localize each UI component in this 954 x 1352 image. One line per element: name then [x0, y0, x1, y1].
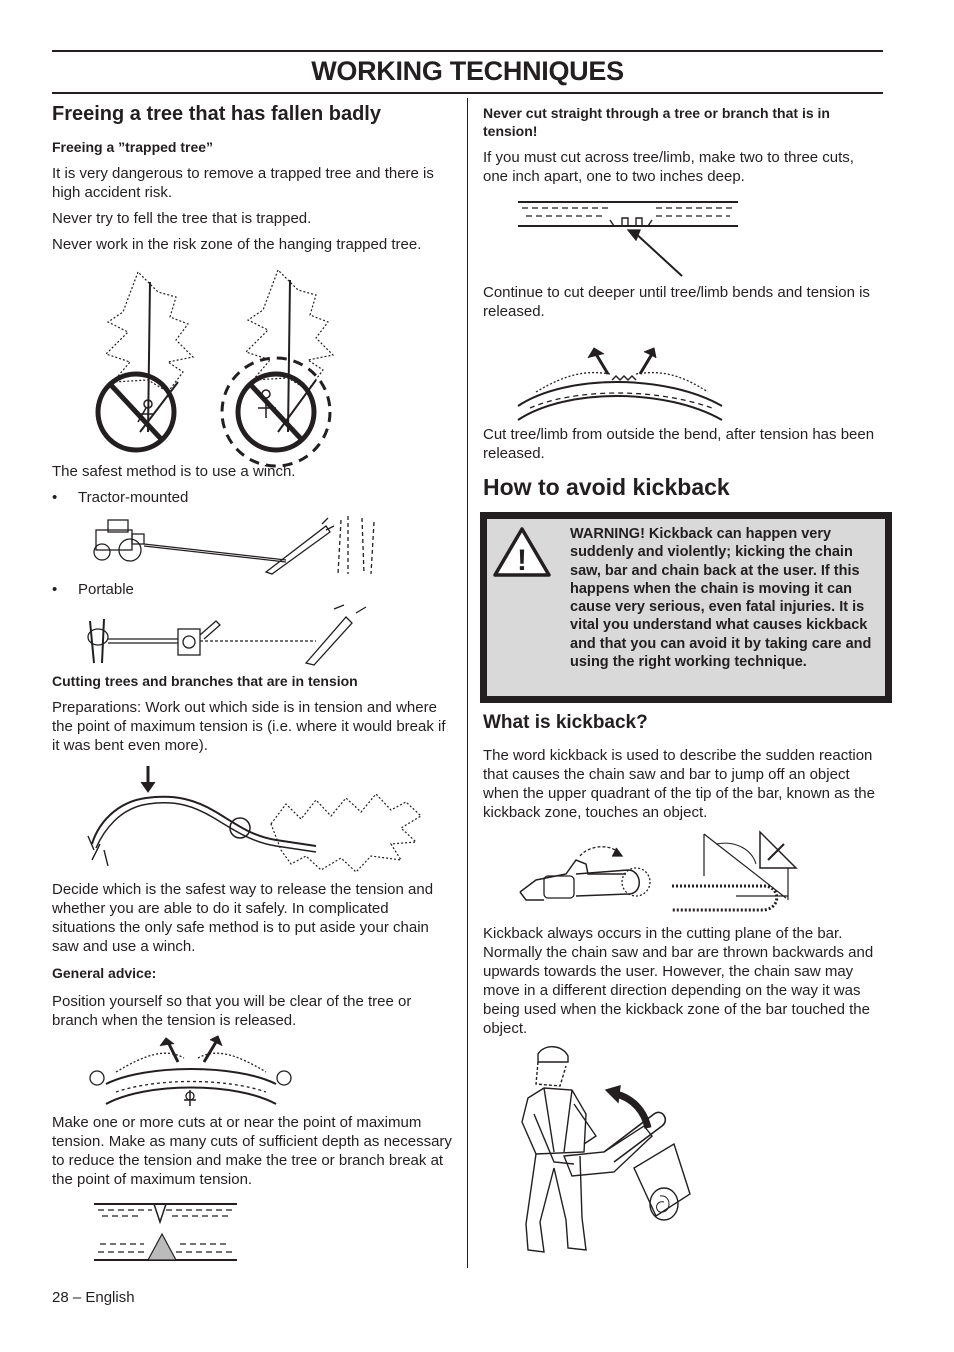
bullet-tractor-mounted [52, 488, 352, 508]
arrow-up-icon [588, 348, 608, 374]
bullet-dot: • [52, 581, 58, 598]
illustration-tractor-winch [86, 512, 376, 578]
header-rule-top [52, 50, 883, 52]
paragraph-kickback-definition: The word kickback is used to describe the sudden reaction that causes the chain saw and bar to jump off an object when the upper quadrant of the tip of the bar, known as the kickback zone, touches an object. [483, 747, 875, 821]
heading-freeing-tree: Freeing a tree that has fallen badly [52, 103, 381, 125]
subheading-trapped-tree: Freeing a ”trapped tree” [52, 139, 214, 155]
paragraph-winch: The safest method is to use a winch. [52, 463, 296, 480]
illustration-kickback-zone [516, 830, 806, 918]
bullet-dot: • [52, 489, 58, 506]
prohibition-icon [98, 374, 174, 450]
arrow-down-icon [141, 766, 155, 792]
arrow-up-icon [204, 1036, 222, 1062]
page-title: WORKING TECHNIQUES [311, 56, 624, 86]
warning-text: WARNING! Kickback can happen very suddenly and violently; kicking the chain saw, bar and chain back at the user. If this happens when the chain is moving it can cause very serious, even fatal injuries. It is vital you understand what causes kickback and that you can avoid it by taking care and using the right working technique. [570, 526, 872, 671]
subheading-general-advice: General advice: [52, 965, 157, 981]
paragraph-make-cuts: Make one or more cuts at or near the point of maximum tension. Make as many cuts of sufficient depth as necessary to reduce the tension and make the tree or branch break at the point of maximum tension. [52, 1114, 452, 1188]
paragraph-kickback-plane: Kickback always occurs in the cutting plane of the bar. Normally the chain saw and bar are thrown backwards and upwards towards the user. However, the chain saw may move in a different direction depending on the way it was being used when the kickback zone of the bar touched the object. [483, 925, 874, 1037]
subheading-never-cut: Never cut straight through a tree or branch that is in tension! [483, 105, 830, 139]
illustration-arched-limb [86, 1034, 296, 1110]
illustration-trapped-trees [88, 262, 338, 458]
paragraph-never-fell: Never try to fell the tree that is trapped. [52, 210, 312, 227]
bullet-label: Tractor-mounted [78, 489, 189, 506]
paragraph-risk-zone: Never work in the risk zone of the hanging trapped tree. [52, 236, 422, 253]
subheading-tension: Cutting trees and branches that are in tension [52, 673, 358, 689]
warning-exclamation: ! [517, 544, 527, 577]
page-footer: 28 – English [52, 1289, 135, 1306]
paragraph-position: Position yourself so that you will be clear of the tree or branch when the tension is released. [52, 993, 412, 1029]
illustration-bent-limb [516, 344, 726, 422]
paragraph-continue-deeper: Continue to cut deeper until tree/limb bends and tension is released. [483, 284, 870, 320]
paragraph-decide: Decide which is the safest way to release the tension and whether you are able to do it safely. In complicated situations the only safe method is to put aside your chain saw and use a winch. [52, 881, 434, 955]
heading-how-to-avoid-kickback: How to avoid kickback [483, 474, 730, 500]
bullet-portable [52, 580, 352, 600]
bullet-label: Portable [78, 581, 134, 598]
prohibition-icon [238, 374, 314, 450]
illustration-portable-winch [86, 605, 376, 665]
header-rule-bottom [52, 92, 883, 94]
arrow-up-icon [160, 1038, 178, 1062]
paragraph-make-two-three-cuts: If you must cut across tree/limb, make two to three cuts, one inch apart, one to two inches deep. [483, 149, 854, 185]
arrow-up-icon [640, 348, 656, 374]
warning-triangle-icon [492, 526, 552, 578]
illustration-operator-kickback [514, 1044, 694, 1260]
paragraph-preparations: Preparations: Work out which side is in tension and where the point of maximum tension is (i.e. where it would break if it was bent even more). [52, 699, 446, 754]
heading-what-is-kickback: What is kickback? [483, 712, 648, 733]
paragraph-danger: It is very dangerous to remove a trapped tree and there is high accident risk. [52, 165, 434, 201]
illustration-log-cuts [92, 1198, 242, 1264]
column-divider [467, 98, 468, 1268]
illustration-bent-tree [86, 764, 426, 876]
illustration-notched-limb [516, 194, 742, 280]
paragraph-cut-outside: Cut tree/limb from outside the bend, after tension has been released. [483, 426, 875, 462]
